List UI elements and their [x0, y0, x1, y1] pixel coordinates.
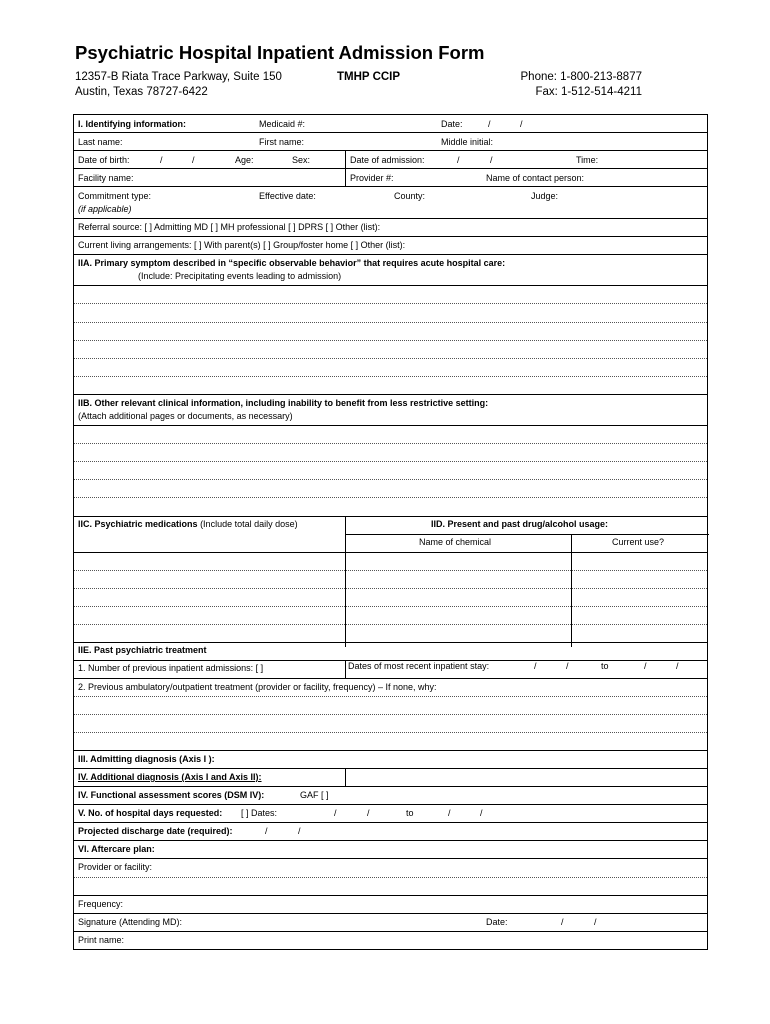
- recent-stay-slash: /: [534, 661, 537, 671]
- dob-slash: /: [160, 155, 163, 165]
- dob-field[interactable]: Date of birth:: [78, 155, 130, 165]
- sig-date-slash: /: [594, 917, 597, 927]
- living-arrangements-checkboxes[interactable]: Current living arrangements: [ ] With parent(s) [ ] Group/foster home [ ] Other (list):: [78, 240, 406, 250]
- section-2e-heading: IIE. Past psychiatric treatment: [78, 645, 207, 655]
- if-applicable-note: (if applicable): [78, 204, 132, 214]
- last-name-field[interactable]: Last name:: [78, 137, 123, 147]
- current-use-column-header: Current use?: [612, 537, 665, 547]
- date-slash: /: [520, 119, 523, 129]
- recent-stay-slash: /: [644, 661, 647, 671]
- address-line-2: Austin, Texas 78727-6422: [75, 86, 208, 98]
- additional-diagnosis-field[interactable]: IV. Additional diagnosis (Axis I and Axis II):: [78, 772, 262, 782]
- print-name-field[interactable]: Print name:: [78, 935, 125, 945]
- admission-slash: /: [457, 155, 460, 165]
- discharge-slash: /: [265, 826, 268, 836]
- discharge-date-field[interactable]: Projected discharge date (required):: [78, 826, 233, 836]
- section-2b-heading: IIB. Other relevant clinical information, including inability to benefit from less restrictive setting:: [78, 398, 489, 408]
- section-2a-heading: IIA. Primary symptom described in “specific observable behavior” that requires acute hospital care:: [78, 258, 506, 268]
- days-to: to: [406, 808, 414, 818]
- sex-field[interactable]: Sex:: [292, 155, 311, 165]
- medications-note: (Include total daily dose): [200, 519, 298, 529]
- days-slash: /: [367, 808, 370, 818]
- first-name-field[interactable]: First name:: [259, 137, 305, 147]
- days-slash: /: [480, 808, 483, 818]
- section-2a-note: (Include: Precipitating events leading to admission): [138, 271, 342, 281]
- county-field[interactable]: County:: [394, 191, 426, 201]
- days-slash: /: [448, 808, 451, 818]
- sig-date-slash: /: [561, 917, 564, 927]
- fax-number: Fax: 1-512-514-4211: [535, 86, 642, 98]
- address-line-1: 12357-B Riata Trace Parkway, Suite 150: [75, 71, 282, 83]
- effective-date-field[interactable]: Effective date:: [259, 191, 316, 201]
- admission-slash: /: [490, 155, 493, 165]
- dob-slash: /: [192, 155, 195, 165]
- aftercare-provider-field[interactable]: Provider or facility:: [78, 862, 153, 872]
- section-2d-heading: IID. Present and past drug/alcohol usage:: [431, 519, 609, 529]
- facility-name-field[interactable]: Facility name:: [78, 173, 134, 183]
- recent-stay-to: to: [601, 661, 609, 671]
- recent-stay-slash: /: [676, 661, 679, 671]
- age-field[interactable]: Age:: [235, 155, 254, 165]
- signature-date-field[interactable]: Date:: [486, 917, 508, 927]
- admitting-diagnosis-field[interactable]: III. Admitting diagnosis (Axis I ):: [78, 754, 215, 764]
- hospital-days-field[interactable]: [ ] Dates:: [241, 808, 278, 818]
- section-1-heading: I. Identifying information:: [78, 119, 186, 129]
- functional-assessment-label: IV. Functional assessment scores (DSM IV):: [78, 790, 265, 800]
- referral-source-checkboxes[interactable]: Referral source: [ ] Admitting MD [ ] MH professional [ ] DPRS [ ] Other (list):: [78, 222, 381, 232]
- signature-field[interactable]: Signature (Attending MD):: [78, 917, 183, 927]
- judge-field[interactable]: Judge:: [531, 191, 559, 201]
- admission-form: [73, 114, 708, 950]
- admission-date-field[interactable]: Date of admission:: [350, 155, 425, 165]
- middle-initial-field[interactable]: Middle initial:: [441, 137, 494, 147]
- medicaid-field[interactable]: Medicaid #:: [259, 119, 306, 129]
- phone-number: Phone: 1-800-213-8877: [520, 71, 642, 83]
- form-title: Psychiatric Hospital Inpatient Admission Form: [75, 42, 485, 63]
- medications-heading: IIC. Psychiatric medications: [78, 519, 198, 529]
- program-label: TMHP CCIP: [337, 71, 401, 83]
- gaf-score-field[interactable]: GAF [ ]: [300, 790, 329, 800]
- time-field[interactable]: Time:: [576, 155, 599, 165]
- date-slash: /: [488, 119, 491, 129]
- aftercare-plan-heading: VI. Aftercare plan:: [78, 844, 155, 854]
- recent-stay-dates-field[interactable]: Dates of most recent inpatient stay:: [348, 661, 490, 671]
- chemical-column-header: Name of chemical: [419, 537, 492, 547]
- outpatient-treatment-field[interactable]: 2. Previous ambulatory/outpatient treatment (provider or facility, frequency) – If none, why:: [78, 682, 437, 692]
- recent-stay-slash: /: [566, 661, 569, 671]
- section-2c-heading: [78, 519, 298, 529]
- hospital-days-label: V. No. of hospital days requested:: [78, 808, 223, 818]
- contact-person-field[interactable]: Name of contact person:: [486, 173, 585, 183]
- commitment-type-field[interactable]: Commitment type:: [78, 191, 152, 201]
- discharge-slash: /: [298, 826, 301, 836]
- aftercare-frequency-field[interactable]: Frequency:: [78, 899, 124, 909]
- section-2b-note: (Attach additional pages or documents, as necessary): [78, 411, 293, 421]
- date-field[interactable]: Date:: [441, 119, 463, 129]
- provider-number-field[interactable]: Provider #:: [350, 173, 394, 183]
- days-slash: /: [334, 808, 337, 818]
- previous-admissions-field[interactable]: 1. Number of previous inpatient admissions: [ ]: [78, 663, 264, 673]
